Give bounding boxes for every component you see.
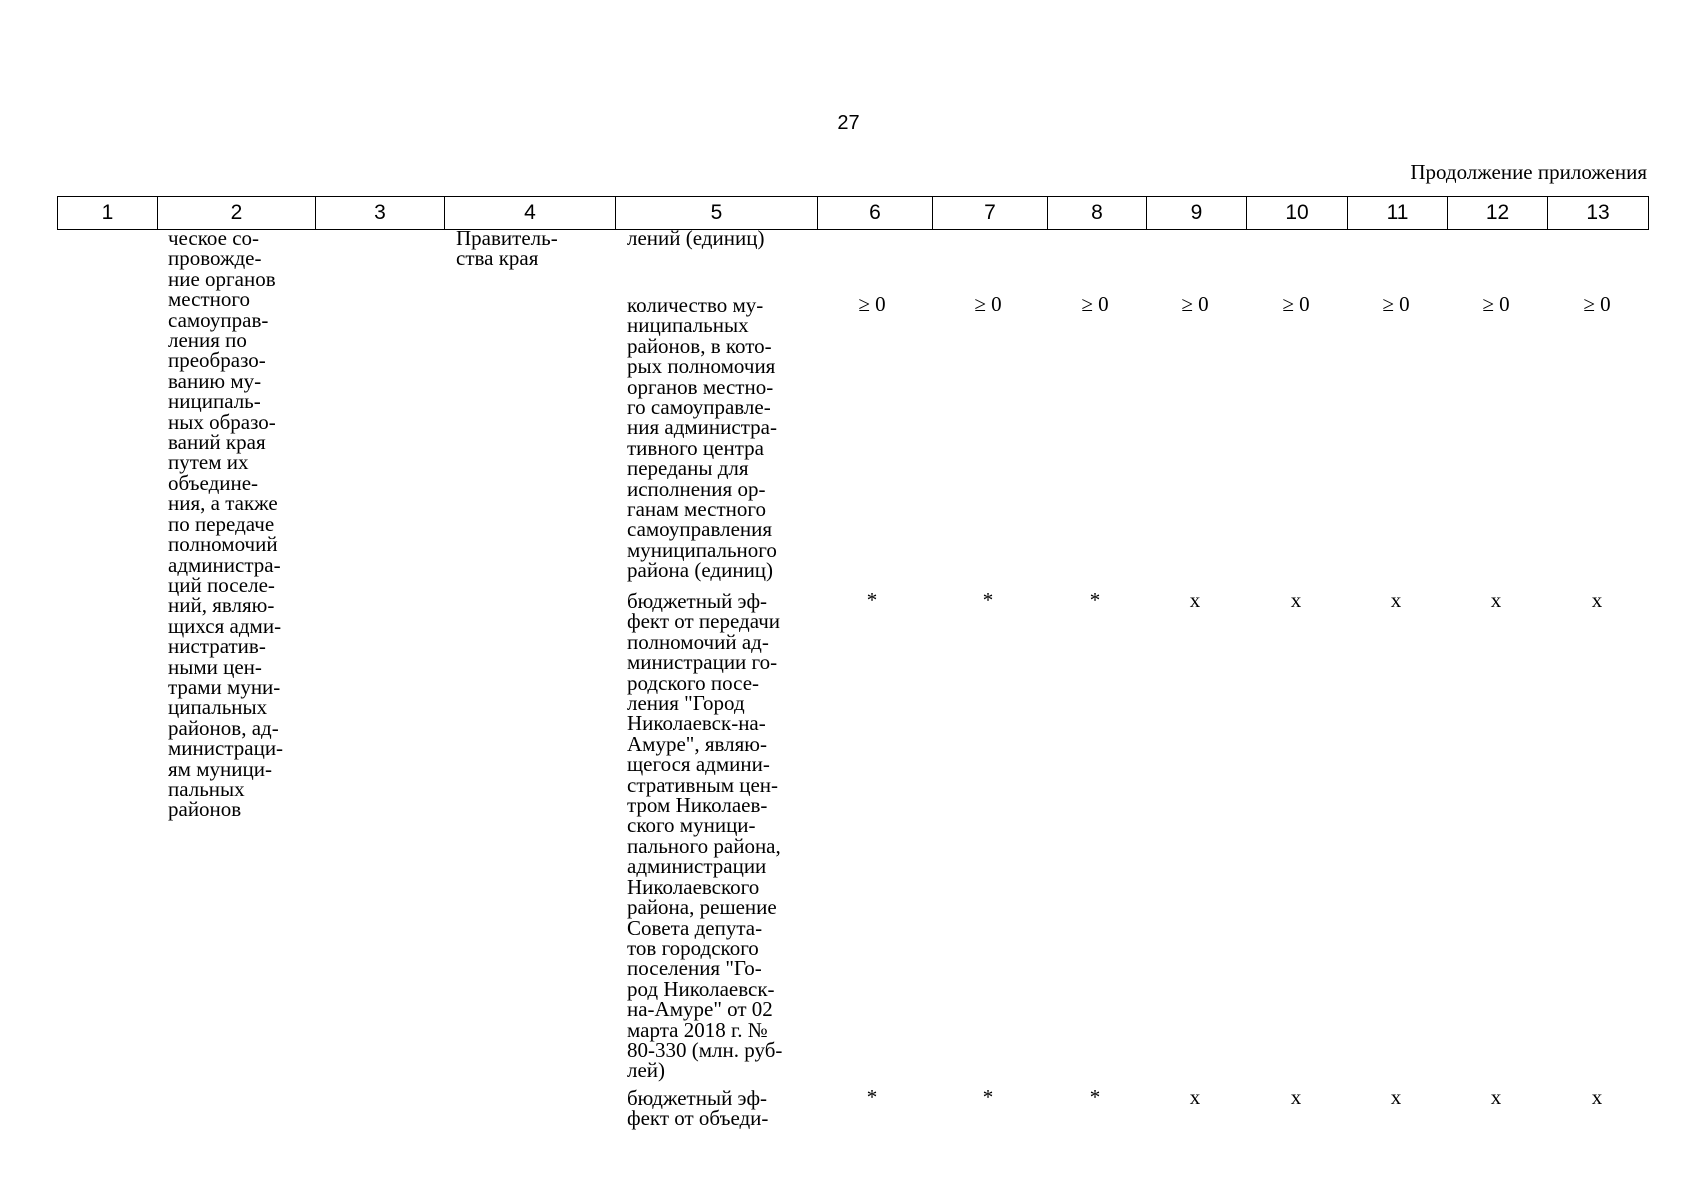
value-cell: * <box>866 588 878 612</box>
value-cell: x <box>1490 588 1502 612</box>
value-cell: ≥ 0 <box>1181 292 1209 316</box>
header-cell: 4 <box>445 197 616 230</box>
column-number-header <box>57 196 1649 230</box>
measure-description: ческое со- провожде- ние органов местного самоуправ- ления по преобразо- ванию му- ниципаль- ных образо- ваний края путем их объедине- ния, а также по передаче полномочий администра- ций поселе- ний, являю- щихся адми- нистратив- ными цен- трами муни- ципальных районов, ад- министраци- ям муници- пальных районов <box>168 226 284 822</box>
header-cell: 7 <box>933 197 1048 230</box>
value-cell: * <box>1089 1085 1101 1109</box>
indicator-row-2: бюджетный эф- фект от передачи полномочий ад- министрации го- родского посе- ления "Город Николаевск-на- Амуре", являю- щегося админи- стративным цен- тром Николаев- ского муници- пального района, администрации Николаевского района, решение Совета депута- тов городского поселения "Го- род Николаевск- на-Амуре" от 02 марта 2018 г. № 80-330 (млн. руб- лей) <box>627 589 783 1083</box>
indicator-row-1: количество му- ниципальных районов, в кото- рых полномочия органов местно- го самоуправле- ния администра- тивного центра переданы для исполнения ор- ганам местного самоуправления муниципального района (единиц) <box>627 293 777 583</box>
header-cell: 3 <box>316 197 445 230</box>
value-cell: x <box>1189 1085 1201 1109</box>
header-cell: 12 <box>1448 197 1548 230</box>
continuation-caption: Продолжение приложения <box>1410 160 1647 184</box>
value-cell: x <box>1290 1085 1302 1109</box>
header-cell: 9 <box>1147 197 1247 230</box>
value-cell: ≥ 0 <box>1482 292 1510 316</box>
header-cell: 5 <box>616 197 818 230</box>
value-cell: * <box>982 1085 994 1109</box>
header-cell: 2 <box>158 197 316 230</box>
value-cell: ≥ 0 <box>858 292 886 316</box>
header-cell: 10 <box>1247 197 1348 230</box>
indicator-row-0: лений (единиц) <box>627 226 765 250</box>
value-cell: x <box>1390 1085 1402 1109</box>
value-cell: ≥ 0 <box>1382 292 1410 316</box>
value-cell: x <box>1189 588 1201 612</box>
indicator-row-3: бюджетный эф- фект от объеди- <box>627 1086 769 1131</box>
value-cell: ≥ 0 <box>1081 292 1109 316</box>
value-cell: * <box>982 588 994 612</box>
header-cell: 6 <box>818 197 933 230</box>
value-cell: ≥ 0 <box>1282 292 1310 316</box>
value-cell: x <box>1591 1085 1603 1109</box>
value-cell: ≥ 0 <box>1583 292 1611 316</box>
value-cell: x <box>1490 1085 1502 1109</box>
executor-text: Правитель- ства края <box>456 226 558 271</box>
page-number: 27 <box>837 112 860 134</box>
header-cell: 1 <box>58 197 158 230</box>
value-cell: x <box>1591 588 1603 612</box>
value-cell: * <box>1089 588 1101 612</box>
header-cell: 8 <box>1048 197 1147 230</box>
value-cell: ≥ 0 <box>974 292 1002 316</box>
value-cell: x <box>1390 588 1402 612</box>
header-cell: 11 <box>1348 197 1448 230</box>
value-cell: x <box>1290 588 1302 612</box>
header-cell: 13 <box>1548 197 1649 230</box>
value-cell: * <box>866 1085 878 1109</box>
